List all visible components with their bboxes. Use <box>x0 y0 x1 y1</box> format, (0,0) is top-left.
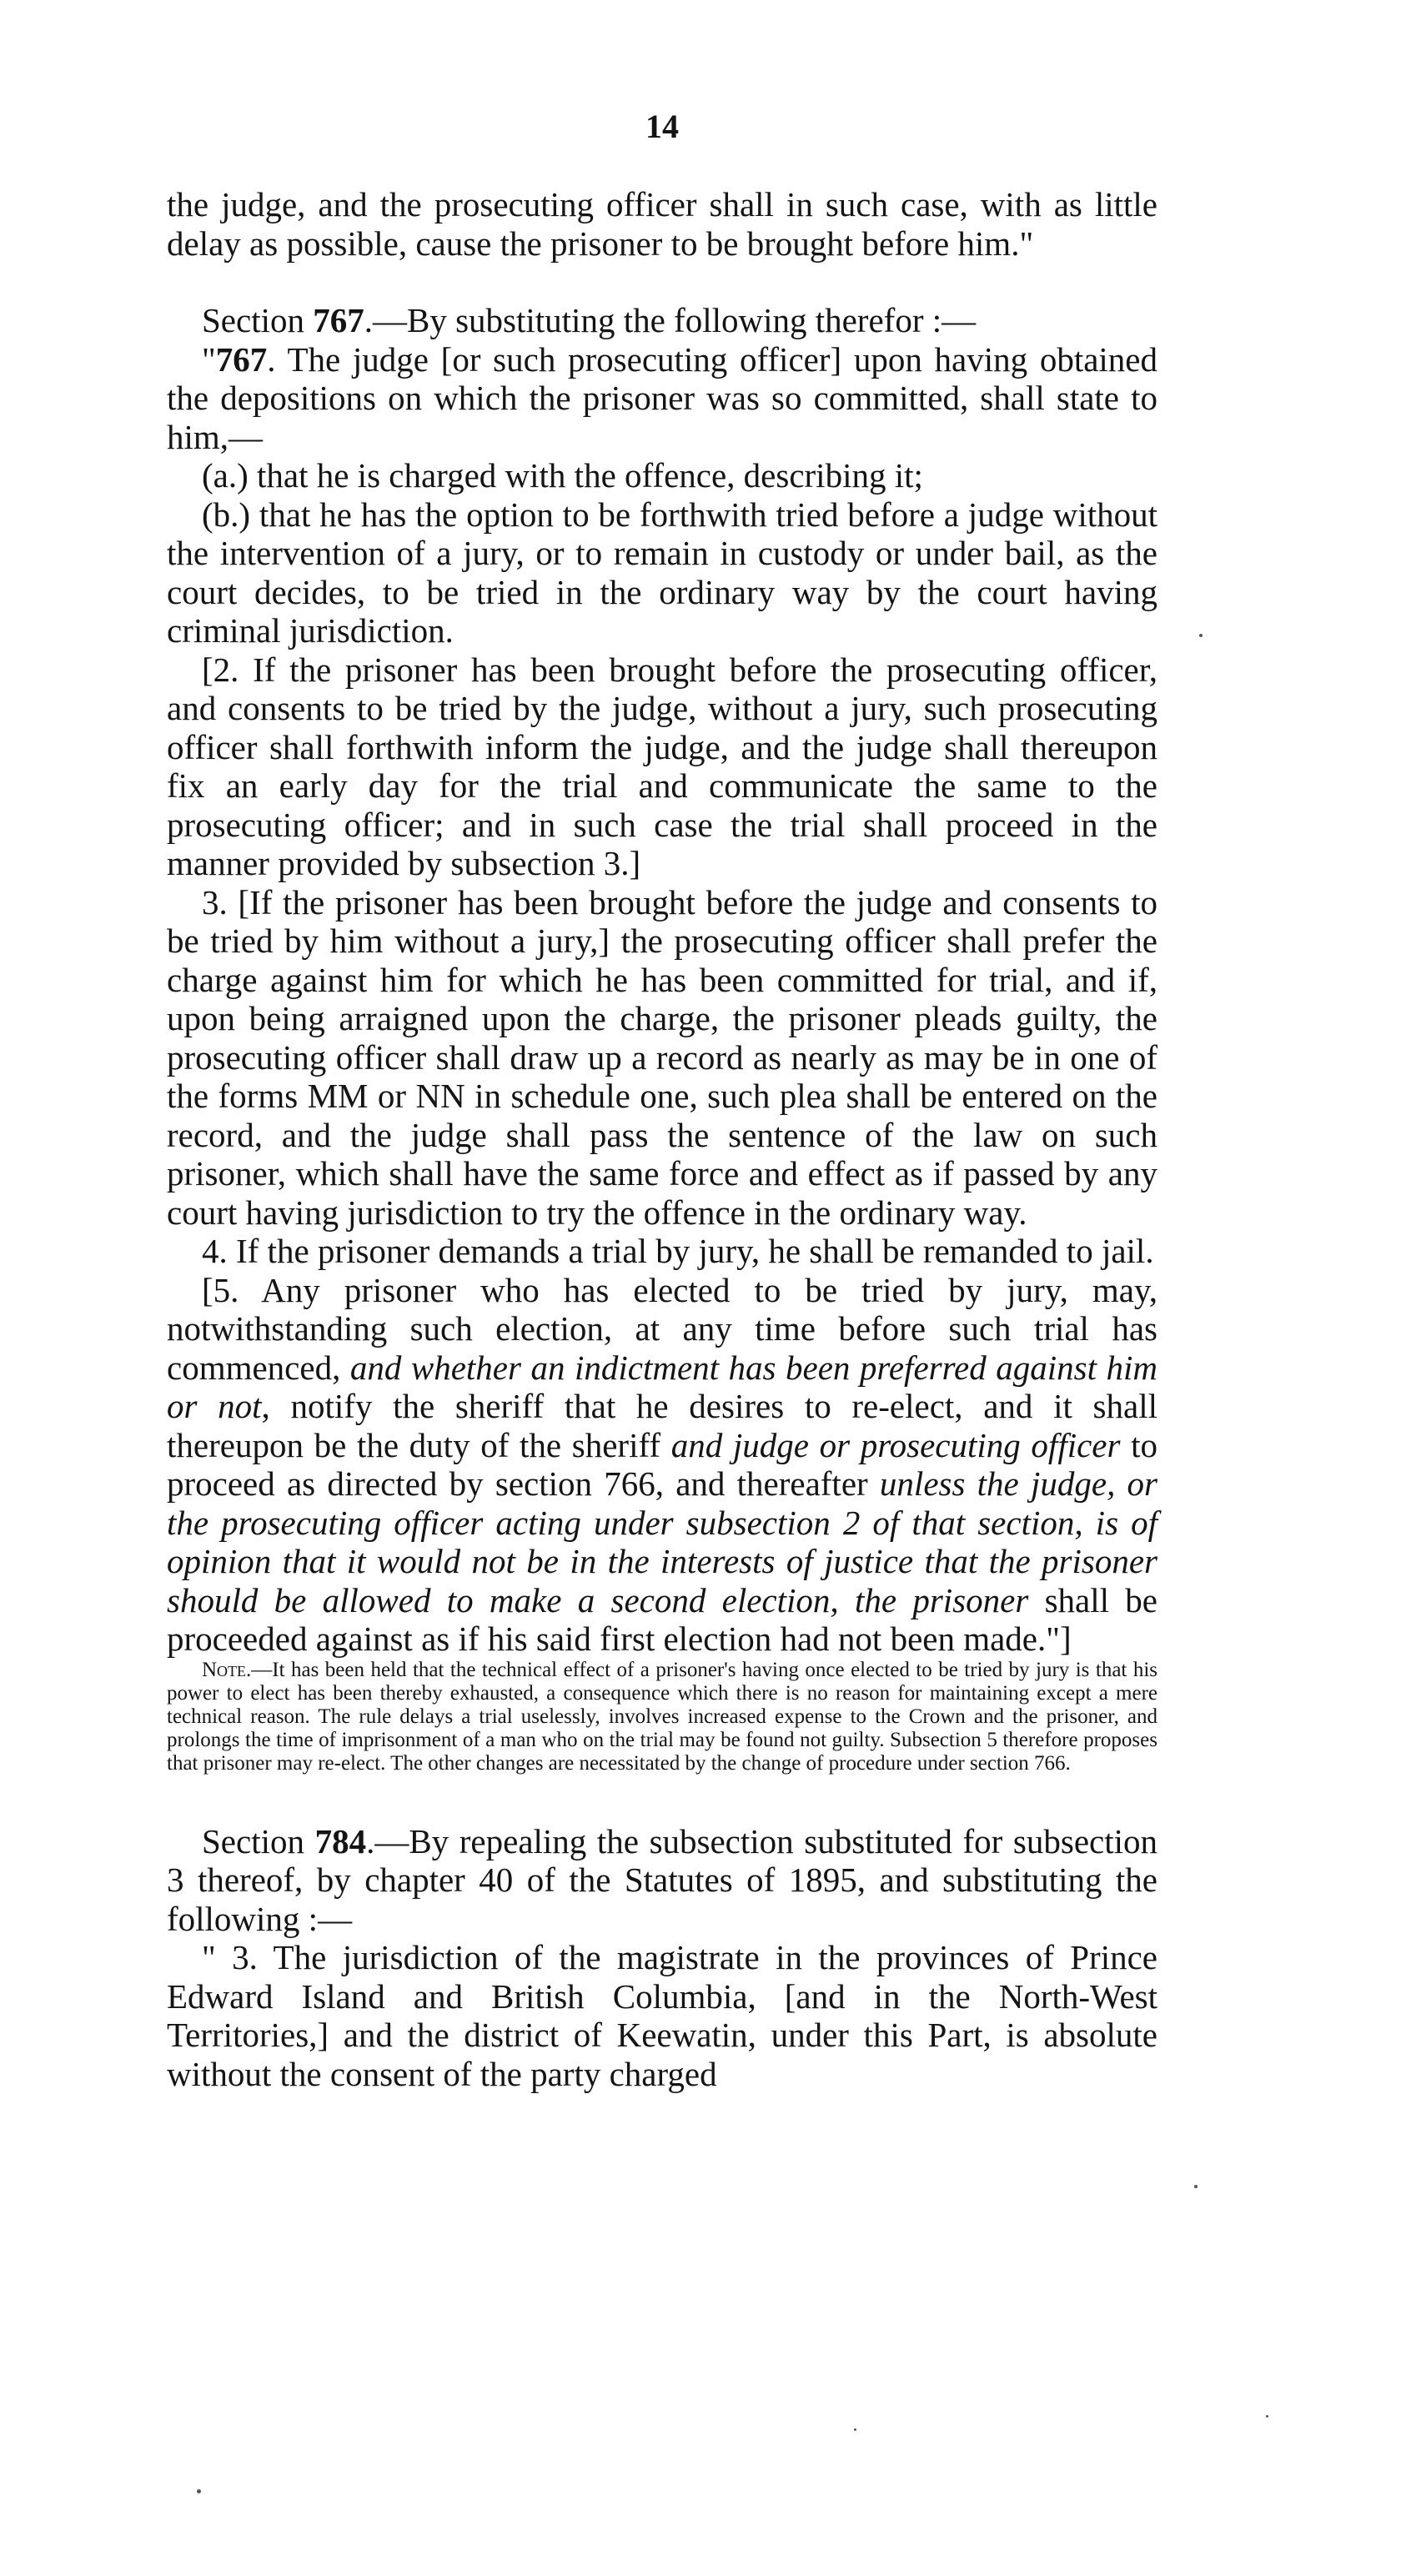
section-767-intro <box>167 340 1157 457</box>
document-body <box>167 185 1157 2093</box>
carryover-paragraph: the judge, and the prosecuting officer shall in such case, with as little delay as possible, cause the prisoner to be brought before him." <box>167 185 1157 263</box>
scan-speck <box>854 2428 856 2431</box>
section-767-subsection-3: 3. [If the prisoner has been brought before the judge and consents to be tried by him without a jury,] the prosecuting officer shall prefer the charge against him for which he has been committed for trial, and if, upon being arraigned upon the charge, the prisoner pleads guilty, the prosecuting officer shall draw up a record as nearly as may be in one of the forms MM or NN in schedule one, such plea shall be entered on the record, and the judge shall pass the sentence of the law on such prisoner, which shall have the same force and effect as if passed by any court having jurisdiction to try the offence in the ordinary way. <box>167 882 1157 1232</box>
scan-speck <box>1194 2185 1198 2188</box>
sub-5-italic-b: and whether an indictment has been preferred against him or not <box>167 1348 1157 1425</box>
section-767-intro-quote: " <box>202 339 216 379</box>
section-767-rest: .—By substituting the following therefor :— <box>364 301 977 339</box>
sub-5-part-e: to proceed as directed by section 766, and thereafter <box>167 1425 1157 1503</box>
section-784-prefix: Section <box>202 1821 315 1860</box>
section-767-item-a: (a.) that he is charged with the offence, describing it; <box>202 456 923 495</box>
note-text: —It has been held that the technical effect of a prisoner's having once elected to be tried by jury is that his power to elect has been thereby exhausted, a consequence which there is no reason for maintaining except a mere technical reason. The rule delays a trial uselessly, involves increased expense to the Crown and the prisoner, and prolongs the time of imprisonment of a man who on the trial may be found not guilty. Subsection 5 therefore proposes that prisoner may re-elect. The other changes are necessitated by the change of procedure under section 766. <box>167 1658 1157 1775</box>
section-767-intro-text: . The judge [or such prosecuting officer] upon having obtained the depositions on which the prisoner was so committed, shall state to him,— <box>167 339 1157 456</box>
section-784-heading <box>167 1822 1157 1939</box>
scan-speck <box>1266 2415 1268 2418</box>
sub-5-part-c: , notify the sheriff that he desires to re-elect, and it shall thereupon be the duty of the sheriff <box>167 1387 1157 1464</box>
paragraph-gap <box>167 1775 1157 1822</box>
scan-speck <box>197 2489 201 2493</box>
scan-speck <box>1199 634 1203 637</box>
sub-5-part-g: shall be proceeded against as if his said first election had not been made."] <box>167 1580 1157 1658</box>
section-784-rest: .—By repealing the subsection substituted for subsection 3 thereof, by chapter 40 of the Statutes of 1895, and substituting the following :— <box>167 1821 1157 1938</box>
section-767-intro-number: 767 <box>215 339 268 379</box>
page-number: 14 <box>645 108 679 145</box>
section-767-item-b: (b.) that he has the option to be forthwith tried before a judge without the intervention of a jury, or to remain in custody or under bail, as the court decides, to be tried in the ordinary way by the court having criminal jurisdiction. <box>167 495 1157 650</box>
section-767-number: 767 <box>313 301 364 339</box>
sub-5-italic-f: unless the judge, or the prosecuting officer acting under subsection 2 of that section, is of opinion that it would not be in the interests of justice that the prisoner should be allowed to make a second election, the prisoner <box>167 1464 1158 1619</box>
note-paragraph <box>167 1659 1157 1775</box>
paragraph-gap <box>167 263 1157 301</box>
sub-5-italic-d: and judge or prosecuting officer <box>670 1425 1121 1464</box>
section-767-prefix: Section <box>202 301 314 339</box>
sub-5-part-a: [5. Any prisoner who has elected to be tried by jury, may, notwithstanding such election, at any time before such trial has commenced, <box>167 1270 1157 1387</box>
section-767-subsection-5 <box>167 1271 1157 1659</box>
section-767-subsection-2: [2. If the prisoner has been brought before the prosecuting officer, and consents to be tried by the judge, without a jury, such prosecuting officer shall forthwith inform the judge, and the judge shall thereupon fix an early day for the trial and communicate the same to the prosecuting officer; and in such case the trial shall proceed in the manner provided by subsection 3.] <box>167 650 1157 882</box>
section-767-subsection-4: 4. If the prisoner demands a trial by jury, he shall be remanded to jail. <box>202 1232 1154 1270</box>
section-784-number: 784 <box>314 1821 367 1860</box>
section-784-subsection-3: " 3. The jurisdiction of the magistrate in the provinces of Prince Edward Island and British Columbia, [and in the North-West Territories,] and the district of Keewatin, under this Part, is absolute without the consent of the party charged <box>167 1938 1157 2093</box>
section-767-heading <box>167 301 1157 340</box>
note-label: Note. <box>202 1658 252 1681</box>
